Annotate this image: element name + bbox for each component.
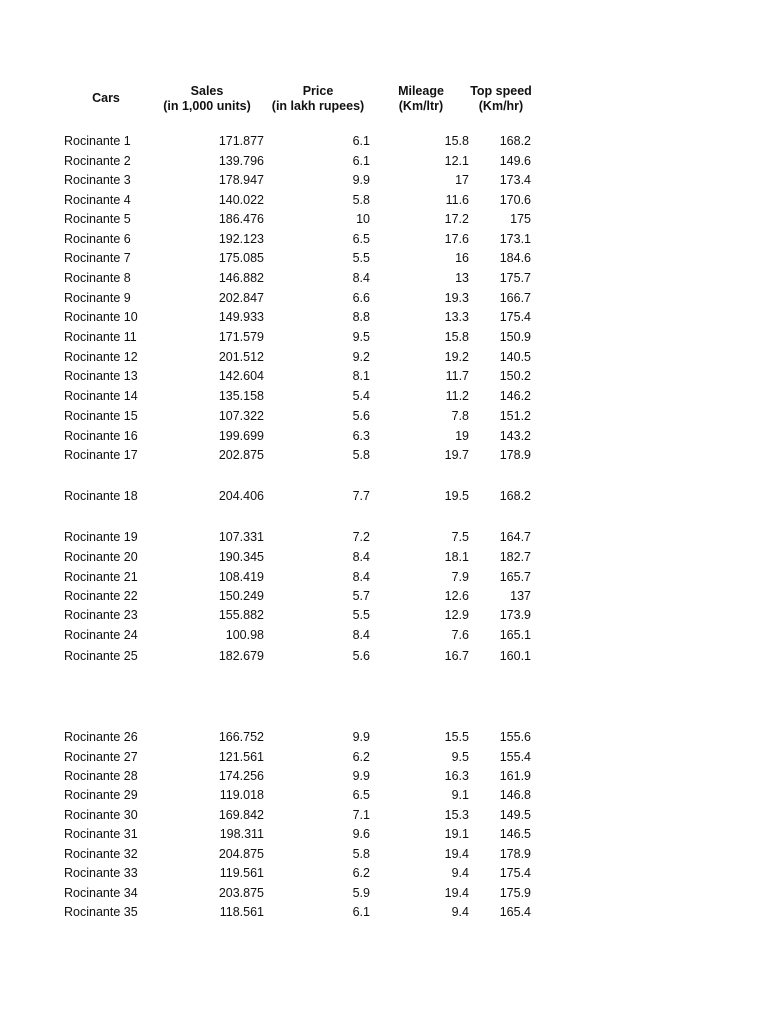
header-mileage-line1: Mileage — [398, 84, 444, 98]
cell-car: Rocinante 33 — [64, 866, 138, 880]
table-row — [0, 230, 768, 248]
cell-car: Rocinante 15 — [64, 409, 138, 423]
cell-sales: 204.875 — [218, 847, 264, 861]
cell-price: 6.6 — [352, 291, 370, 305]
cell-sales: 155.882 — [218, 608, 264, 622]
cell-sales: 190.345 — [218, 550, 264, 564]
table-row — [0, 367, 768, 385]
cell-price: 5.6 — [352, 409, 370, 423]
cell-top-speed: 173.1 — [499, 232, 531, 246]
cell-car: Rocinante 24 — [64, 628, 138, 642]
cell-sales: 135.158 — [218, 389, 264, 403]
cell-sales: 175.085 — [218, 251, 264, 265]
header-sales — [152, 84, 262, 114]
cell-sales: 149.933 — [218, 310, 264, 324]
cell-mileage: 17.2 — [444, 212, 469, 226]
cell-car: Rocinante 19 — [64, 530, 138, 544]
cell-top-speed: 140.5 — [499, 350, 531, 364]
table-row — [0, 407, 768, 425]
table-row — [0, 626, 768, 644]
cell-top-speed: 160.1 — [499, 649, 531, 663]
cell-top-speed: 175 — [510, 212, 531, 226]
cell-sales: 139.796 — [218, 154, 264, 168]
cell-car: Rocinante 14 — [64, 389, 138, 403]
cell-mileage: 13.3 — [444, 310, 469, 324]
cell-mileage: 15.8 — [444, 134, 469, 148]
cell-top-speed: 143.2 — [499, 429, 531, 443]
cell-top-speed: 155.6 — [499, 730, 531, 744]
cell-top-speed: 175.7 — [499, 271, 531, 285]
header-cars — [86, 91, 126, 106]
cell-sales: 166.752 — [218, 730, 264, 744]
table-row — [0, 728, 768, 746]
cell-top-speed: 178.9 — [499, 847, 531, 861]
cell-sales: 100.98 — [225, 628, 264, 642]
cell-sales: 121.561 — [218, 750, 264, 764]
cell-sales: 169.842 — [218, 808, 264, 822]
cell-top-speed: 146.2 — [499, 389, 531, 403]
table-row — [0, 249, 768, 267]
cell-top-speed: 161.9 — [499, 769, 531, 783]
cell-sales: 118.561 — [219, 905, 264, 919]
cell-car: Rocinante 11 — [64, 330, 137, 344]
cell-price: 8.1 — [352, 369, 370, 383]
cell-car: Rocinante 13 — [64, 369, 138, 383]
cell-top-speed: 151.2 — [499, 409, 531, 423]
cell-price: 6.3 — [352, 429, 370, 443]
cell-mileage: 7.9 — [451, 570, 469, 584]
cell-price: 9.6 — [352, 827, 370, 841]
table-row — [0, 528, 768, 546]
cell-price: 6.1 — [352, 905, 370, 919]
cell-mileage: 17 — [455, 173, 469, 187]
cell-top-speed: 165.7 — [499, 570, 531, 584]
cell-mileage: 16.7 — [444, 649, 469, 663]
table-row — [0, 446, 768, 464]
cell-car: Rocinante 4 — [64, 193, 131, 207]
cell-sales: 140.022 — [218, 193, 264, 207]
cell-price: 5.5 — [352, 251, 370, 265]
cell-mileage: 18.1 — [444, 550, 469, 564]
header-sales-line2: (in 1,000 units) — [163, 99, 251, 113]
cell-mileage: 9.1 — [451, 788, 469, 802]
cell-price: 5.6 — [352, 649, 370, 663]
cell-sales: 107.331 — [218, 530, 264, 544]
cell-price: 5.8 — [352, 448, 370, 462]
cell-car: Rocinante 22 — [64, 589, 138, 603]
cell-mileage: 19.4 — [444, 847, 469, 861]
cell-car: Rocinante 6 — [64, 232, 131, 246]
cell-price: 6.2 — [352, 750, 370, 764]
cell-mileage: 19.5 — [444, 489, 469, 503]
table-row — [0, 606, 768, 624]
cell-car: Rocinante 2 — [64, 154, 131, 168]
cell-car: Rocinante 10 — [64, 310, 138, 324]
cell-sales: 202.875 — [218, 448, 264, 462]
cell-mileage: 11.6 — [445, 193, 469, 207]
cell-mileage: 9.4 — [451, 905, 469, 919]
cell-top-speed: 168.2 — [499, 134, 531, 148]
cell-price: 6.1 — [352, 154, 370, 168]
cell-price: 5.8 — [352, 193, 370, 207]
cell-mileage: 9.5 — [451, 750, 469, 764]
cell-mileage: 19 — [455, 429, 469, 443]
cell-sales: 199.699 — [218, 429, 264, 443]
cell-car: Rocinante 34 — [64, 886, 138, 900]
cell-mileage: 11.2 — [445, 389, 469, 403]
cell-top-speed: 175.9 — [499, 886, 531, 900]
cell-sales: 171.579 — [218, 330, 264, 344]
cell-price: 5.5 — [352, 608, 370, 622]
table-row — [0, 152, 768, 170]
table-row — [0, 348, 768, 366]
table-row — [0, 191, 768, 209]
cell-mileage: 16 — [455, 251, 469, 265]
table-row — [0, 210, 768, 228]
cell-top-speed: 150.2 — [499, 369, 531, 383]
cell-price: 9.2 — [352, 350, 370, 364]
cell-mileage: 12.9 — [444, 608, 469, 622]
cell-sales: 201.512 — [218, 350, 264, 364]
cell-sales: 202.847 — [218, 291, 264, 305]
cell-price: 5.9 — [352, 886, 370, 900]
cell-price: 7.7 — [352, 489, 370, 503]
table-row — [0, 308, 768, 326]
table-row — [0, 568, 768, 586]
table-row — [0, 587, 768, 605]
cell-car: Rocinante 31 — [64, 827, 138, 841]
cell-sales: 146.882 — [218, 271, 264, 285]
cell-sales: 171.877 — [218, 134, 264, 148]
cell-top-speed: 164.7 — [499, 530, 531, 544]
cell-top-speed: 173.9 — [499, 608, 531, 622]
cell-mileage: 16.3 — [444, 769, 469, 783]
cell-sales: 119.018 — [219, 788, 264, 802]
cell-mileage: 12.6 — [444, 589, 469, 603]
cell-price: 8.4 — [352, 570, 370, 584]
cell-top-speed: 166.7 — [499, 291, 531, 305]
table-row — [0, 864, 768, 882]
cell-top-speed: 165.1 — [499, 628, 531, 642]
cell-top-speed: 175.4 — [499, 866, 531, 880]
table-row — [0, 647, 768, 665]
cell-top-speed: 137 — [510, 589, 531, 603]
cell-sales: 119.561 — [219, 866, 264, 880]
header-cars-label: Cars — [92, 91, 120, 105]
table-row — [0, 825, 768, 843]
header-mileage-line2: (Km/ltr) — [398, 99, 444, 113]
cell-price: 6.1 — [352, 134, 370, 148]
cell-price: 6.2 — [352, 866, 370, 880]
cell-car: Rocinante 12 — [64, 350, 138, 364]
cell-mileage: 19.7 — [444, 448, 469, 462]
cell-car: Rocinante 1 — [64, 134, 131, 148]
header-price-line1: Price — [302, 84, 334, 98]
cell-mileage: 19.4 — [444, 886, 469, 900]
cell-sales: 186.476 — [218, 212, 264, 226]
cell-car: Rocinante 8 — [64, 271, 131, 285]
cell-car: Rocinante 29 — [64, 788, 138, 802]
cell-top-speed: 184.6 — [499, 251, 531, 265]
cell-top-speed: 173.4 — [499, 173, 531, 187]
cell-sales: 107.322 — [218, 409, 264, 423]
header-top-speed — [466, 84, 536, 114]
cell-sales: 178.947 — [218, 173, 264, 187]
cell-top-speed: 149.6 — [499, 154, 531, 168]
header-price-line2: (in lakh rupees) — [271, 99, 365, 113]
cell-top-speed: 165.4 — [499, 905, 531, 919]
header-price — [266, 84, 370, 114]
cell-car: Rocinante 23 — [64, 608, 138, 622]
cell-mileage: 12.1 — [444, 154, 469, 168]
cell-car: Rocinante 16 — [64, 429, 138, 443]
cell-price: 8.4 — [352, 628, 370, 642]
table-row — [0, 903, 768, 921]
table-row — [0, 845, 768, 863]
cell-car: Rocinante 21 — [64, 570, 138, 584]
cell-price: 9.9 — [352, 769, 370, 783]
header-top-speed-line1: Top speed — [470, 84, 532, 98]
cell-price: 6.5 — [352, 232, 370, 246]
cell-price: 9.9 — [352, 173, 370, 187]
table-row — [0, 289, 768, 307]
cell-top-speed: 178.9 — [499, 448, 531, 462]
cell-sales: 108.419 — [218, 570, 264, 584]
cell-car: Rocinante 25 — [64, 649, 138, 663]
cell-top-speed: 175.4 — [499, 310, 531, 324]
cell-price: 7.2 — [352, 530, 370, 544]
cell-mileage: 15.5 — [444, 730, 469, 744]
cell-sales: 192.123 — [218, 232, 264, 246]
cell-top-speed: 168.2 — [499, 489, 531, 503]
cell-sales: 198.311 — [219, 827, 264, 841]
cell-price: 8.4 — [352, 271, 370, 285]
cell-price: 9.9 — [352, 730, 370, 744]
cell-price: 8.8 — [352, 310, 370, 324]
cell-car: Rocinante 30 — [64, 808, 138, 822]
cell-car: Rocinante 28 — [64, 769, 138, 783]
table-row — [0, 487, 768, 505]
table-row — [0, 767, 768, 785]
cell-car: Rocinante 3 — [64, 173, 131, 187]
cell-car: Rocinante 27 — [64, 750, 138, 764]
cell-price: 5.7 — [352, 589, 370, 603]
cell-price: 5.4 — [352, 389, 370, 403]
header-sales-line1: Sales — [190, 84, 224, 98]
header-mileage — [390, 84, 452, 114]
cell-mileage: 15.8 — [444, 330, 469, 344]
cell-mileage: 11.7 — [445, 369, 469, 383]
table-row — [0, 748, 768, 766]
cell-mileage: 7.8 — [451, 409, 469, 423]
cell-sales: 150.249 — [218, 589, 264, 603]
cell-price: 5.8 — [352, 847, 370, 861]
cell-price: 10 — [356, 212, 370, 226]
cell-mileage: 13 — [455, 271, 469, 285]
cell-car: Rocinante 5 — [64, 212, 131, 226]
cell-mileage: 7.5 — [451, 530, 469, 544]
cell-car: Rocinante 35 — [64, 905, 138, 919]
cell-sales: 142.604 — [218, 369, 264, 383]
cell-mileage: 19.1 — [444, 827, 469, 841]
cell-mileage: 15.3 — [444, 808, 469, 822]
cell-mileage: 17.6 — [444, 232, 469, 246]
cell-mileage: 9.4 — [451, 866, 469, 880]
table-row — [0, 328, 768, 346]
cell-car: Rocinante 18 — [64, 489, 138, 503]
table-row — [0, 786, 768, 804]
cell-price: 8.4 — [352, 550, 370, 564]
cell-top-speed: 149.5 — [499, 808, 531, 822]
table-row — [0, 884, 768, 902]
table-row — [0, 387, 768, 405]
table-row — [0, 132, 768, 150]
table-row — [0, 269, 768, 287]
cell-price: 7.1 — [352, 808, 370, 822]
table-row — [0, 427, 768, 445]
cell-top-speed: 170.6 — [499, 193, 531, 207]
cell-top-speed: 150.9 — [499, 330, 531, 344]
cell-car: Rocinante 7 — [64, 251, 131, 265]
cell-mileage: 7.6 — [451, 628, 469, 642]
cell-top-speed: 146.5 — [499, 827, 531, 841]
cell-mileage: 19.2 — [444, 350, 469, 364]
table-row — [0, 548, 768, 566]
cell-top-speed: 155.4 — [499, 750, 531, 764]
cell-sales: 182.679 — [218, 649, 264, 663]
table-row — [0, 806, 768, 824]
cell-price: 9.5 — [352, 330, 370, 344]
cell-car: Rocinante 9 — [64, 291, 131, 305]
table-row — [0, 171, 768, 189]
cell-sales: 203.875 — [218, 886, 264, 900]
cell-car: Rocinante 20 — [64, 550, 138, 564]
cell-car: Rocinante 17 — [64, 448, 138, 462]
cell-top-speed: 146.8 — [499, 788, 531, 802]
cell-price: 6.5 — [352, 788, 370, 802]
header-top-speed-line2: (Km/hr) — [478, 99, 524, 113]
cell-mileage: 19.3 — [444, 291, 469, 305]
cell-sales: 174.256 — [218, 769, 264, 783]
cell-car: Rocinante 26 — [64, 730, 138, 744]
cell-top-speed: 182.7 — [499, 550, 531, 564]
cell-sales: 204.406 — [218, 489, 264, 503]
cell-car: Rocinante 32 — [64, 847, 138, 861]
